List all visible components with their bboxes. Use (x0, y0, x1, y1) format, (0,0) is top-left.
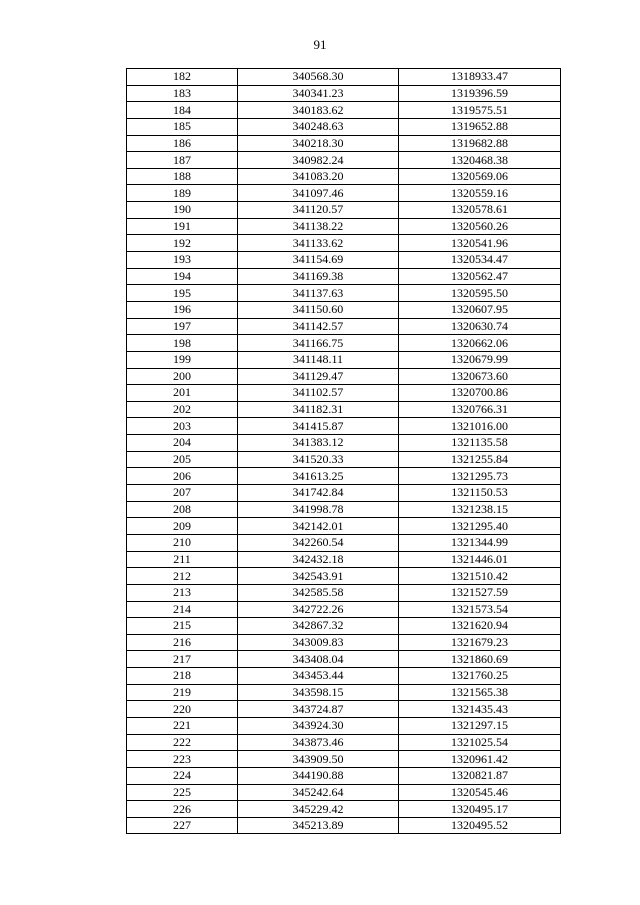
x-coordinate-cell: 343453.44 (238, 668, 399, 685)
y-coordinate-cell: 1321565.38 (399, 684, 561, 701)
x-coordinate-cell: 341129.47 (238, 368, 399, 385)
x-coordinate-cell: 343924.30 (238, 717, 399, 734)
y-coordinate-cell: 1321435.43 (399, 701, 561, 718)
point-number-cell: 193 (127, 252, 238, 269)
point-number-cell: 210 (127, 534, 238, 551)
y-coordinate-cell: 1321025.54 (399, 734, 561, 751)
y-coordinate-cell: 1321297.15 (399, 717, 561, 734)
point-number-cell: 200 (127, 368, 238, 385)
x-coordinate-cell: 343009.83 (238, 634, 399, 651)
table-row (127, 468, 561, 485)
x-coordinate-cell: 341138.22 (238, 218, 399, 235)
y-coordinate-cell: 1321135.58 (399, 435, 561, 452)
x-coordinate-cell: 340568.30 (238, 69, 399, 86)
x-coordinate-cell: 341383.12 (238, 435, 399, 452)
point-number-cell: 226 (127, 801, 238, 818)
y-coordinate-cell: 1320607.95 (399, 301, 561, 318)
table-row (127, 135, 561, 152)
table-row (127, 801, 561, 818)
point-number-cell: 211 (127, 551, 238, 568)
point-number-cell: 197 (127, 318, 238, 335)
table-row (127, 202, 561, 219)
x-coordinate-cell: 341154.69 (238, 252, 399, 269)
table-row (127, 701, 561, 718)
x-coordinate-cell: 343598.15 (238, 684, 399, 701)
y-coordinate-cell: 1320562.47 (399, 268, 561, 285)
point-number-cell: 198 (127, 335, 238, 352)
point-number-cell: 212 (127, 568, 238, 585)
point-number-cell: 199 (127, 351, 238, 368)
point-number-cell: 186 (127, 135, 238, 152)
point-number-cell: 223 (127, 751, 238, 768)
table-row (127, 651, 561, 668)
y-coordinate-cell: 1320673.60 (399, 368, 561, 385)
x-coordinate-cell: 341148.11 (238, 351, 399, 368)
point-number-cell: 190 (127, 202, 238, 219)
x-coordinate-cell: 342432.18 (238, 551, 399, 568)
x-coordinate-cell: 342867.32 (238, 618, 399, 635)
table-row (127, 152, 561, 169)
x-coordinate-cell: 340341.23 (238, 85, 399, 102)
y-coordinate-cell: 1320595.50 (399, 285, 561, 302)
point-number-cell: 224 (127, 767, 238, 784)
table-row (127, 618, 561, 635)
table-row (127, 268, 561, 285)
x-coordinate-cell: 341102.57 (238, 385, 399, 402)
table-row (127, 784, 561, 801)
x-coordinate-cell: 341415.87 (238, 418, 399, 435)
y-coordinate-cell: 1321016.00 (399, 418, 561, 435)
x-coordinate-cell: 342142.01 (238, 518, 399, 535)
y-coordinate-cell: 1320700.86 (399, 385, 561, 402)
y-coordinate-cell: 1321527.59 (399, 584, 561, 601)
point-number-cell: 187 (127, 152, 238, 169)
x-coordinate-cell: 343909.50 (238, 751, 399, 768)
table-row (127, 401, 561, 418)
coordinates-table-body (127, 69, 561, 834)
table-row (127, 252, 561, 269)
x-coordinate-cell: 343408.04 (238, 651, 399, 668)
table-row (127, 335, 561, 352)
point-number-cell: 194 (127, 268, 238, 285)
x-coordinate-cell: 341742.84 (238, 485, 399, 502)
point-number-cell: 218 (127, 668, 238, 685)
y-coordinate-cell: 1321760.25 (399, 668, 561, 685)
table-row (127, 118, 561, 135)
x-coordinate-cell: 343724.87 (238, 701, 399, 718)
y-coordinate-cell: 1320559.16 (399, 185, 561, 202)
x-coordinate-cell: 341998.78 (238, 501, 399, 518)
table-row (127, 717, 561, 734)
table-row (127, 102, 561, 119)
y-coordinate-cell: 1320468.38 (399, 152, 561, 169)
point-number-cell: 215 (127, 618, 238, 635)
table-row (127, 551, 561, 568)
y-coordinate-cell: 1320534.47 (399, 252, 561, 269)
x-coordinate-cell: 345213.89 (238, 817, 399, 834)
point-number-cell: 219 (127, 684, 238, 701)
table-row (127, 301, 561, 318)
table-row (127, 751, 561, 768)
x-coordinate-cell: 341150.60 (238, 301, 399, 318)
y-coordinate-cell: 1321510.42 (399, 568, 561, 585)
point-number-cell: 185 (127, 118, 238, 135)
point-number-cell: 195 (127, 285, 238, 302)
y-coordinate-cell: 1319575.51 (399, 102, 561, 119)
point-number-cell: 213 (127, 584, 238, 601)
y-coordinate-cell: 1320569.06 (399, 168, 561, 185)
x-coordinate-cell: 341120.57 (238, 202, 399, 219)
table-row (127, 568, 561, 585)
page-number: 91 (313, 37, 327, 52)
point-number-cell: 221 (127, 717, 238, 734)
point-number-cell: 182 (127, 69, 238, 86)
table-row (127, 435, 561, 452)
point-number-cell: 188 (127, 168, 238, 185)
y-coordinate-cell: 1321620.94 (399, 618, 561, 635)
table-row (127, 485, 561, 502)
point-number-cell: 220 (127, 701, 238, 718)
y-coordinate-cell: 1320766.31 (399, 401, 561, 418)
y-coordinate-cell: 1320662.06 (399, 335, 561, 352)
point-number-cell: 209 (127, 518, 238, 535)
x-coordinate-cell: 341133.62 (238, 235, 399, 252)
y-coordinate-cell: 1321238.15 (399, 501, 561, 518)
y-coordinate-cell: 1321446.01 (399, 551, 561, 568)
table-row (127, 584, 561, 601)
table-row (127, 218, 561, 235)
table-row (127, 235, 561, 252)
y-coordinate-cell: 1319652.88 (399, 118, 561, 135)
table-row (127, 634, 561, 651)
table-row (127, 418, 561, 435)
point-number-cell: 214 (127, 601, 238, 618)
x-coordinate-cell: 344190.88 (238, 767, 399, 784)
coordinates-table (126, 68, 561, 834)
x-coordinate-cell: 342260.54 (238, 534, 399, 551)
y-coordinate-cell: 1320495.17 (399, 801, 561, 818)
x-coordinate-cell: 340248.63 (238, 118, 399, 135)
y-coordinate-cell: 1320495.52 (399, 817, 561, 834)
table-row (127, 518, 561, 535)
point-number-cell: 183 (127, 85, 238, 102)
y-coordinate-cell: 1320961.42 (399, 751, 561, 768)
point-number-cell: 207 (127, 485, 238, 502)
point-number-cell: 202 (127, 401, 238, 418)
x-coordinate-cell: 345229.42 (238, 801, 399, 818)
x-coordinate-cell: 341182.31 (238, 401, 399, 418)
point-number-cell: 204 (127, 435, 238, 452)
x-coordinate-cell: 342722.26 (238, 601, 399, 618)
y-coordinate-cell: 1319682.88 (399, 135, 561, 152)
x-coordinate-cell: 345242.64 (238, 784, 399, 801)
x-coordinate-cell: 340183.62 (238, 102, 399, 119)
y-coordinate-cell: 1321573.54 (399, 601, 561, 618)
table-row (127, 285, 561, 302)
y-coordinate-cell: 1320630.74 (399, 318, 561, 335)
table-row (127, 817, 561, 834)
x-coordinate-cell: 340218.30 (238, 135, 399, 152)
y-coordinate-cell: 1321860.69 (399, 651, 561, 668)
y-coordinate-cell: 1320679.99 (399, 351, 561, 368)
y-coordinate-cell: 1320821.87 (399, 767, 561, 784)
table-row (127, 351, 561, 368)
table-row (127, 318, 561, 335)
point-number-cell: 222 (127, 734, 238, 751)
point-number-cell: 227 (127, 817, 238, 834)
y-coordinate-cell: 1320541.96 (399, 235, 561, 252)
x-coordinate-cell: 341169.38 (238, 268, 399, 285)
x-coordinate-cell: 341083.20 (238, 168, 399, 185)
x-coordinate-cell: 342543.91 (238, 568, 399, 585)
point-number-cell: 192 (127, 235, 238, 252)
y-coordinate-cell: 1321150.53 (399, 485, 561, 502)
table-row (127, 534, 561, 551)
y-coordinate-cell: 1321679.23 (399, 634, 561, 651)
table-row (127, 368, 561, 385)
x-coordinate-cell: 341166.75 (238, 335, 399, 352)
x-coordinate-cell: 342585.58 (238, 584, 399, 601)
y-coordinate-cell: 1321344.99 (399, 534, 561, 551)
point-number-cell: 208 (127, 501, 238, 518)
table-row (127, 501, 561, 518)
table-row (127, 684, 561, 701)
point-number-cell: 205 (127, 451, 238, 468)
table-row (127, 601, 561, 618)
table-row (127, 185, 561, 202)
point-number-cell: 216 (127, 634, 238, 651)
point-number-cell: 191 (127, 218, 238, 235)
x-coordinate-cell: 341097.46 (238, 185, 399, 202)
x-coordinate-cell: 341613.25 (238, 468, 399, 485)
x-coordinate-cell: 341520.33 (238, 451, 399, 468)
point-number-cell: 225 (127, 784, 238, 801)
table-row (127, 168, 561, 185)
y-coordinate-cell: 1319396.59 (399, 85, 561, 102)
y-coordinate-cell: 1320578.61 (399, 202, 561, 219)
x-coordinate-cell: 341137.63 (238, 285, 399, 302)
y-coordinate-cell: 1321295.73 (399, 468, 561, 485)
table-row (127, 767, 561, 784)
point-number-cell: 206 (127, 468, 238, 485)
table-row (127, 69, 561, 86)
y-coordinate-cell: 1320545.46 (399, 784, 561, 801)
point-number-cell: 189 (127, 185, 238, 202)
y-coordinate-cell: 1321295.40 (399, 518, 561, 535)
table-row (127, 385, 561, 402)
table-row (127, 451, 561, 468)
table-row (127, 734, 561, 751)
point-number-cell: 203 (127, 418, 238, 435)
table-row (127, 85, 561, 102)
x-coordinate-cell: 343873.46 (238, 734, 399, 751)
y-coordinate-cell: 1321255.84 (399, 451, 561, 468)
y-coordinate-cell: 1320560.26 (399, 218, 561, 235)
x-coordinate-cell: 341142.57 (238, 318, 399, 335)
table-row (127, 668, 561, 685)
point-number-cell: 217 (127, 651, 238, 668)
point-number-cell: 196 (127, 301, 238, 318)
point-number-cell: 201 (127, 385, 238, 402)
point-number-cell: 184 (127, 102, 238, 119)
y-coordinate-cell: 1318933.47 (399, 69, 561, 86)
x-coordinate-cell: 340982.24 (238, 152, 399, 169)
